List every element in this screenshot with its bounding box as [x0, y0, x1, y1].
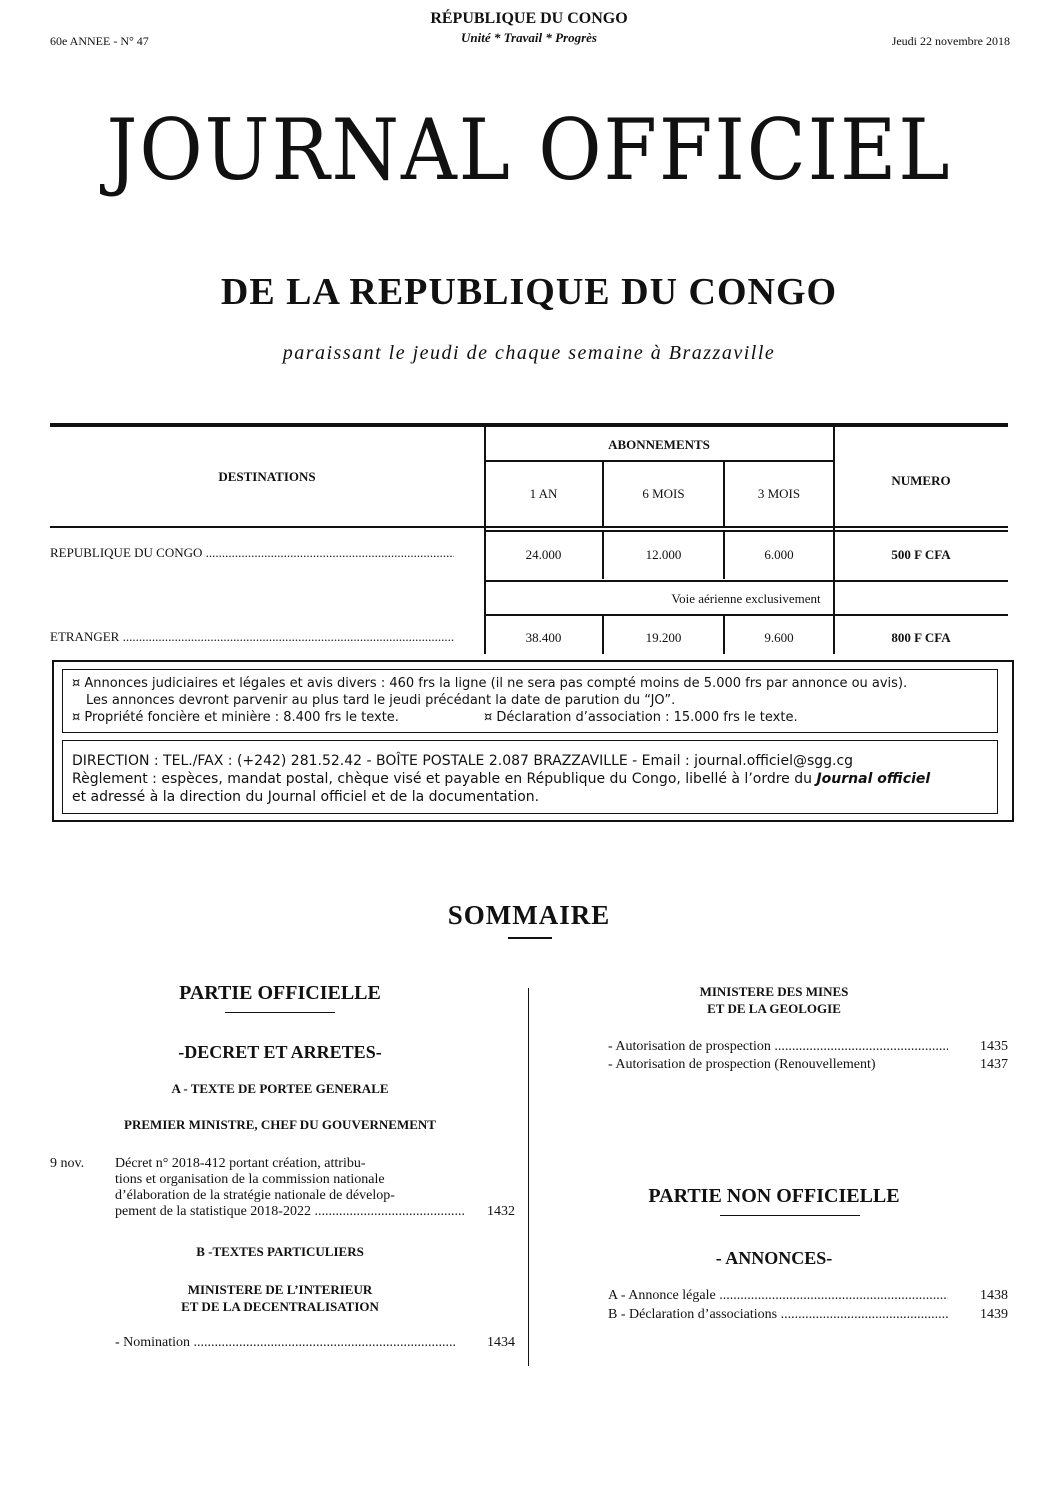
congo-price-3mois: 6.000: [764, 547, 794, 562]
notice-line: [72, 709, 992, 726]
entry-label: A - Annonce légale .....: [608, 1287, 948, 1305]
decret-arretes-heading: -DECRET ET ARRETES-: [178, 1042, 382, 1062]
national-motto: Unité * Travail * Progrès: [460, 30, 597, 45]
congo-price-1an: 24.000: [525, 547, 562, 562]
period-header: 1 AN: [529, 486, 558, 501]
etranger-numero-price: 800 F CFA: [891, 630, 951, 645]
journal-tagline: paraissant le jeudi de chaque semaine à Brazzaville: [282, 342, 776, 364]
sommaire-rule: [508, 937, 552, 939]
congo-numero-price: 500 F CFA: [891, 547, 951, 562]
toc-entry[interactable]: [608, 1287, 1008, 1305]
period-header: 3 MOIS: [757, 486, 801, 501]
period-header: 6 MOIS: [642, 486, 685, 501]
issue-number: 60e ANNEE - N° 47: [50, 34, 149, 48]
notice-line: Les annonces devront parvenir au plus tard le jeudi précédant la date de parution du “JO”.: [86, 693, 676, 708]
tariff-notice: [72, 675, 992, 726]
etranger-price-1an: 38.400: [525, 630, 562, 645]
entry-label: - Nomination .....: [115, 1334, 455, 1352]
table-rule: [484, 460, 835, 462]
partie-officielle-heading: PARTIE OFFICIELLE: [179, 982, 381, 1004]
congo-label: REPUBLIQUE DU CONGO .....: [50, 545, 454, 561]
congo-price-6mois: 12.000: [645, 547, 682, 562]
destinations-header: DESTINATIONS: [218, 469, 316, 484]
heading-rule: [225, 1012, 335, 1013]
decree-text-line: d’élaboration de la stratégie nationale de dévelop-: [115, 1188, 395, 1203]
journal-officiel-emphasis: Journal officiel: [816, 771, 931, 787]
air-mail-note: Voie aérienne exclusivement: [671, 591, 821, 606]
notice-propriete: ¤ Propriété foncière et minière : 8.400 frs le texte.: [72, 710, 399, 725]
decree-text-line: pement de la statistique 2018-2022 ..... 1432: [115, 1204, 515, 1220]
ministere-interieur-heading: MINISTERE DE L’INTERIEUR ET DE LA DECENTRALISATION: [181, 1282, 379, 1314]
entry-label: B - Déclaration d’associations .....: [608, 1306, 948, 1324]
toc-entry[interactable]: [608, 1056, 1008, 1074]
toc-entry[interactable]: [608, 1306, 1008, 1324]
premier-ministre-heading: PREMIER MINISTRE, CHEF DU GOUVERNEMENT: [124, 1117, 436, 1132]
journal-subtitle: DE LA REPUBLIQUE DU CONGO: [220, 271, 838, 313]
direction-contact: DIRECTION : TEL./FAX : (+242) 281.52.42 - BOÎTE POSTALE 2.087 BRAZZAVILLE - Email : journal.officiel@sgg.cg: [72, 753, 854, 769]
table-rule: [484, 614, 1008, 616]
textes-particuliers-heading: B -TEXTES PARTICULIERS: [196, 1244, 364, 1259]
decree-text-line: tions et organisation de la commission nationale: [115, 1172, 385, 1187]
column-divider: [528, 988, 529, 1366]
table-row-etranger: [50, 629, 454, 645]
table-row-congo: [50, 545, 454, 561]
abonnements-header: ABONNEMENTS: [608, 437, 710, 452]
page-number: 1434: [487, 1335, 515, 1350]
partie-non-officielle-heading: PARTIE NON OFFICIELLE: [648, 1185, 900, 1207]
republic-name: RÉPUBLIQUE DU CONGO: [430, 10, 628, 27]
page-number: 1437: [980, 1057, 1008, 1072]
page-number: 1438: [980, 1288, 1008, 1303]
decree-text-line: Décret n° 2018-412 portant création, attribu-: [115, 1156, 366, 1171]
ministere-mines-heading: MINISTERE DES MINES ET DE LA GEOLOGIE: [699, 984, 849, 1016]
notice-line: ¤ Annonces judiciaires et légales et avis divers : 460 frs la ligne (il ne sera pas compté moins de 5.000 frs par annonce ou avis).: [72, 676, 908, 691]
etranger-price-3mois: 9.600: [764, 630, 794, 645]
reglement-line-2: et adressé à la direction du Journal officiel et de la documentation.: [72, 789, 540, 805]
table-top-rule: [50, 423, 1008, 427]
nomination-entry[interactable]: [115, 1334, 515, 1352]
page-number: 1435: [980, 1039, 1008, 1054]
heading-rule: [720, 1215, 860, 1216]
etranger-label: ETRANGER .....: [50, 629, 454, 645]
reglement-line: Règlement : espèces, mandat postal, chèque visé et payable en République du Congo, libellé à l’ordre du Journal officiel: [72, 771, 931, 787]
notice-association: ¤ Déclaration d’association : 15.000 frs le texte.: [484, 710, 798, 725]
journal-title: JOURNAL OFFICIEL: [106, 101, 952, 199]
table-rule: [484, 530, 1008, 532]
sommaire-title: SOMMAIRE: [447, 900, 611, 930]
table-rule: [50, 526, 1008, 528]
numero-header: NUMERO: [891, 473, 951, 488]
entry-label: - Autorisation de prospection .....: [608, 1038, 948, 1056]
direction-notice: [72, 752, 992, 806]
etranger-price-6mois: 19.200: [645, 630, 682, 645]
texte-portee-generale-heading: A - TEXTE DE PORTEE GENERALE: [171, 1081, 389, 1096]
toc-entry[interactable]: [608, 1038, 1008, 1056]
entry-date: 9 nov.: [50, 1156, 85, 1171]
page-number: 1432: [487, 1204, 515, 1219]
issue-date: Jeudi 22 novembre 2018: [891, 34, 1010, 48]
page-number: 1439: [980, 1307, 1008, 1322]
decree-entry[interactable]: [115, 1156, 515, 1220]
annonces-heading: - ANNONCES-: [715, 1248, 833, 1268]
entry-label: - Autorisation de prospection (Renouvellement): [608, 1057, 876, 1072]
table-rule: [484, 580, 1008, 582]
